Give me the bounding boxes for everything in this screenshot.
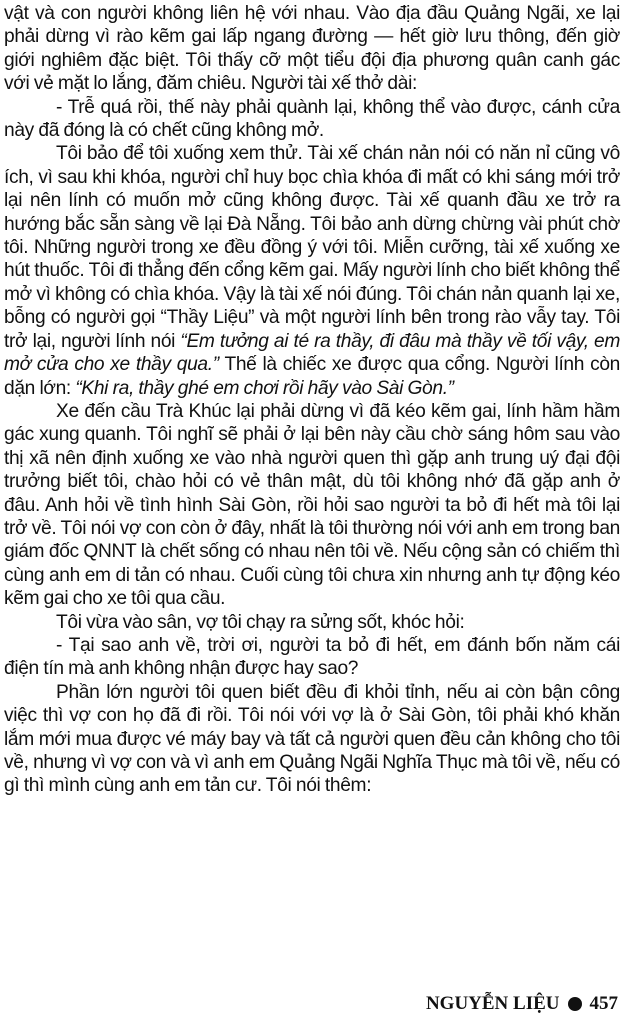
paragraph <box>4 142 620 399</box>
dialogue-paragraph <box>4 634 620 681</box>
paragraph-text: Xe đến cầu Trà Khúc lại phải dừng vì đã kéo kẽm gai, lính hầm hầm gác xung quanh. Tôi nghĩ sẽ phải ở lại bên này cầu chờ sáng hôm sau vào thị xã nên định xuống xe vào nhà người quen thì gặp anh trung uý đại đội trưởng biết tôi, chào hỏi có vẻ thân mật, dù tôi không nhớ đã gặp anh ở đâu. Anh hỏi về tình hình Sài Gòn, rồi hỏi sao người ta bỏ đi hết mà tôi lại trở về. Tôi nói vợ con còn ở đây, nhất là tôi thường nói với anh em trong ban giám đốc QNNT là chết sống có nhau nên tôi về. Nếu cộng sản có chiếm thì cùng anh em di tản có nhau. Cuối cùng tôi chưa xin nhưng anh tự động kéo kẽm gai cho xe tôi qua cầu. <box>4 400 620 610</box>
paragraph <box>4 611 620 634</box>
bullet-icon <box>568 997 582 1011</box>
paragraph <box>4 2 620 96</box>
footer-author: NGUYỄN LIỆU <box>425 993 560 1014</box>
paragraph-text: - Tại sao anh về, trời ơi, người ta bỏ đi hết, em đánh bốn năm cái điện tín mà anh không nhận được hay sao? <box>4 634 620 680</box>
paragraph <box>4 400 620 611</box>
quoted-speech: “Em tưởng ai té ra thầy, đi đâu mà thầy về tối vậy, em mở cửa cho xe thầy qua.” <box>4 330 620 376</box>
paragraph <box>4 681 620 798</box>
paragraph-text: - Trễ quá rồi, thế này phải quành lại, không thể vào được, cánh cửa này đã đóng là có chết cũng không mở. <box>4 96 620 142</box>
paragraph-text: Phần lớn người tôi quen biết đều đi khỏi tỉnh, nếu ai còn bận công việc thì vợ con họ đã đi rồi. Tôi nói với vợ là ở Sài Gòn, tôi phải khó khăn lắm mới mua được vé máy bay và tất cả người quen đều cản không cho tôi về, nhưng vì vợ con và vì anh em Quảng Ngãi Nghĩa Thục mà tôi về, nếu có gì thì mình cùng anh em tản cư. Tôi nói thêm: <box>4 681 620 797</box>
quoted-speech: “Khi ra, thầy ghé em chơi rồi hãy vào Sài Gòn.” <box>75 377 454 399</box>
paragraph-text: vật và con người không liên hệ với nhau. Vào địa đầu Quảng Ngãi, xe lại phải dừng vì rào kẽm gai lấp ngang đường — hết giờ lưu thông, đến giờ giới nghiêm đặc biệt. Tôi thấy cỡ một tiểu đội địa phương quân canh gác với vẻ mặt lo lắng, đăm chiêu. Người tài xế thở dài: <box>4 3 620 95</box>
page-footer <box>426 993 618 1015</box>
body-text <box>4 2 620 798</box>
page-number: 457 <box>589 993 618 1014</box>
paragraph-text: Tôi vừa vào sân, vợ tôi chạy ra sửng sốt, khóc hỏi: <box>56 611 465 633</box>
paragraph-text: Tôi bảo để tôi xuống xem thử. Tài xế chán nản nói có năn nỉ cũng vô ích, vì sau khi khóa, người chỉ huy bọc chìa khóa đi mất có khi sáng mới trở lại nên lính có muốn mở cũng không được. Tài xế quanh đầu xe trở ra hướng bắc sẵn sàng về lại Đà Nẵng. Tôi bảo anh dừng chừng vài phút chờ tôi. Những người trong xe đều đồng ý với tôi. Miễn cưỡng, tài xế xuống xe hút thuốc. Tôi đi thẳng đến cổng kẽm gai. Mấy người lính cho biết không thể mở vì không có chìa khóa. Vậy là tài xế nói đúng. Tôi chán nản quanh lại xe, bỗng có người gọi “Thầy Liệu” và một người lính bên trong rào vẫy tay. Tôi trở lại, người lính nói <box>4 143 620 352</box>
dialogue-paragraph <box>4 96 620 143</box>
paragraph-text: Thế là chiếc xe được qua cổng. Người lính còn dặn lớn: <box>4 354 620 399</box>
